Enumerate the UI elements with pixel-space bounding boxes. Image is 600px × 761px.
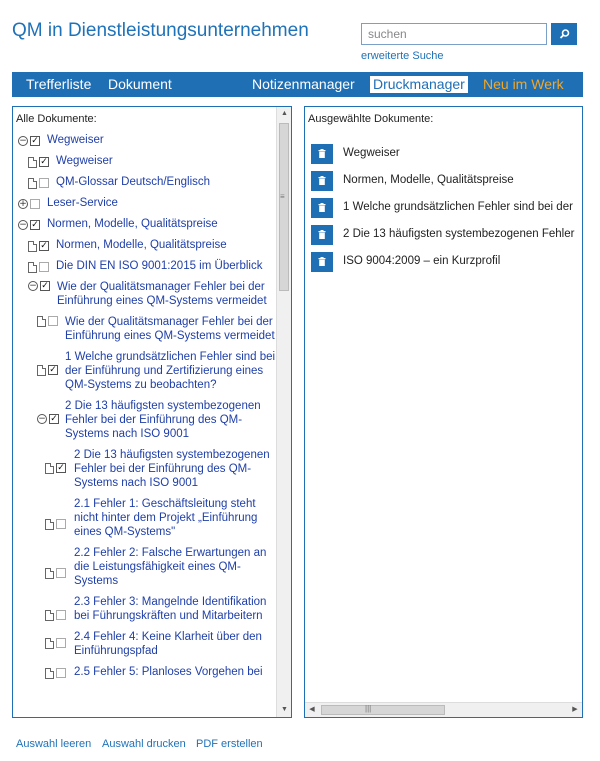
collapse-toggle-icon[interactable]: − (19, 220, 27, 230)
app-title: QM in Dienstleistungsunternehmen (12, 20, 309, 41)
remove-button[interactable] (311, 198, 333, 218)
document-icon (45, 668, 54, 679)
checkbox[interactable] (56, 519, 66, 529)
selected-documents-list (311, 144, 583, 279)
tree-row (13, 399, 277, 441)
document-icon (45, 463, 54, 474)
expand-toggle-icon[interactable]: + (19, 199, 27, 209)
tab-results[interactable]: Trefferliste (26, 76, 92, 92)
checkbox[interactable]: ✓ (31, 136, 39, 146)
tree-row (13, 259, 277, 273)
selected-document-label: 1 Welche grundsätzlichen Fehler sind bei der (343, 201, 573, 213)
tree-row (13, 665, 277, 679)
scroll-down-icon[interactable]: ▼ (281, 706, 288, 713)
trash-icon (311, 171, 333, 191)
tree-item-label[interactable]: 2.3 Fehler 3: Mangelnde Identifikation bei Führungskräften und Mitarbeitern (74, 596, 267, 622)
tree-row (13, 595, 277, 623)
scrollbar-thumb[interactable] (321, 705, 445, 715)
remove-button[interactable] (311, 171, 333, 191)
tree-item-label[interactable]: 2.5 Fehler 5: Planloses Vorgehen bei (74, 666, 263, 678)
tree-item-label[interactable]: Wie der Qualitätsmanager Fehler bei der Einführung eines QM-Systems vermeidet (57, 281, 267, 307)
document-icon (37, 365, 46, 376)
tree-row (13, 448, 277, 490)
tree-item-label[interactable]: Normen, Modelle, Qualitätspreise (47, 218, 218, 230)
document-icon (45, 519, 54, 530)
selected-document-label: ISO 9004:2009 – ein Kurzprofil (343, 255, 501, 267)
document-tree (13, 133, 277, 686)
collapse-toggle-icon[interactable]: − (19, 136, 27, 146)
checkbox[interactable] (39, 178, 49, 188)
tab-print-manager[interactable]: Druckmanager (370, 76, 468, 93)
document-icon (45, 610, 54, 621)
tree-row (13, 546, 277, 588)
tree-item-label[interactable]: 1 Welche grundsätzlichen Fehler sind bei der Einführung und Zertifizierung eines QM-Systems zu beobachten? (65, 351, 276, 391)
checkbox[interactable]: ✓ (31, 220, 39, 230)
advanced-search-link[interactable]: erweiterte Suche (361, 50, 444, 62)
search-input[interactable] (361, 23, 547, 45)
tree-row (13, 238, 277, 252)
document-icon (28, 241, 37, 252)
all-documents-heading: Alle Dokumente: (16, 113, 97, 125)
tree-row (13, 497, 277, 539)
checkbox[interactable] (56, 638, 66, 648)
document-icon (37, 316, 46, 327)
trash-icon (311, 225, 333, 245)
tab-notes[interactable]: Notizenmanager (252, 76, 355, 92)
tree-item-label[interactable]: Wegweiser (56, 155, 113, 167)
tree-item-label[interactable]: Normen, Modelle, Qualitätspreise (56, 239, 227, 251)
list-item (311, 144, 583, 164)
remove-button[interactable] (311, 225, 333, 245)
tree-row (13, 315, 277, 343)
scroll-right-icon[interactable]: ▶ (572, 706, 578, 713)
list-item (311, 252, 583, 272)
list-item (311, 225, 583, 245)
tree-row (13, 630, 277, 658)
selected-document-label: Wegweiser (343, 147, 400, 159)
document-icon (45, 568, 54, 579)
create-pdf-link[interactable]: PDF erstellen (196, 738, 263, 750)
all-documents-panel (12, 106, 292, 718)
tree-item-label[interactable]: 2 Die 13 häufigsten systembezogenen Fehler bei der Einführung des QM-Systems nach ISO 9001 (74, 449, 270, 489)
tree-row (13, 196, 277, 210)
selected-documents-heading: Ausgewählte Dokumente: (308, 113, 434, 125)
tree-item-label[interactable]: Wegweiser (47, 134, 104, 146)
document-icon (28, 178, 37, 189)
tree-row (13, 350, 277, 392)
tree-row (13, 133, 277, 147)
checkbox[interactable]: ✓ (57, 463, 65, 473)
vertical-scrollbar[interactable] (276, 107, 291, 717)
checkbox[interactable]: ✓ (41, 281, 49, 291)
checkbox[interactable] (48, 316, 58, 326)
document-icon (45, 638, 54, 649)
tree-item-label[interactable]: Die DIN EN ISO 9001:2015 im Überblick (56, 260, 263, 272)
tab-new[interactable]: Neu im Werk (483, 76, 564, 92)
tree-item-label[interactable]: 2 Die 13 häufigsten systembezogenen Fehler bei der Einführung des QM-Systems nach ISO 9001 (65, 400, 261, 440)
checkbox[interactable]: ✓ (49, 365, 57, 375)
list-item (311, 171, 583, 191)
tree-row (13, 154, 277, 168)
scroll-up-icon[interactable]: ▲ (281, 110, 288, 117)
search-icon (551, 23, 577, 45)
remove-button[interactable] (311, 144, 333, 164)
tree-item-label[interactable]: 2.2 Fehler 2: Falsche Erwartungen an die Leistungsfähigkeit eines QM-Systems (74, 547, 267, 587)
trash-icon (311, 144, 333, 164)
horizontal-scrollbar[interactable] (305, 702, 582, 717)
grip-icon: ||| (365, 704, 372, 713)
checkbox[interactable] (30, 199, 40, 209)
clear-selection-link[interactable]: Auswahl leeren (16, 738, 92, 750)
document-icon (28, 157, 37, 168)
trash-icon (311, 252, 333, 272)
checkbox[interactable] (39, 262, 49, 272)
tree-row (13, 175, 277, 189)
list-item (311, 198, 583, 218)
scroll-left-icon[interactable]: ◀ (309, 706, 315, 713)
trash-icon (311, 198, 333, 218)
tree-row (13, 217, 277, 231)
search-button[interactable] (551, 23, 577, 45)
document-icon (28, 262, 37, 273)
scrollbar-thumb[interactable] (279, 123, 289, 291)
remove-button[interactable] (311, 252, 333, 272)
tree-item-label[interactable]: 2.1 Fehler 1: Geschäftsleitung steht nicht hinter dem Projekt „Einführung eines QM-Systems" (74, 498, 258, 538)
selected-document-label: Normen, Modelle, Qualitätspreise (343, 174, 514, 186)
collapse-toggle-icon[interactable]: − (38, 414, 46, 424)
checkbox[interactable] (56, 668, 66, 678)
checkbox[interactable]: ✓ (40, 157, 48, 167)
checkbox[interactable]: ✓ (40, 241, 48, 251)
checkbox[interactable] (56, 568, 66, 578)
checkbox[interactable]: ✓ (50, 414, 58, 424)
checkbox[interactable] (56, 610, 66, 620)
main-nav (12, 72, 583, 97)
tree-item-label[interactable]: Wie der Qualitätsmanager Fehler bei der Einführung eines QM-Systems vermeidet (65, 316, 275, 342)
grip-icon: ≡ (280, 192, 285, 201)
print-selection-link[interactable]: Auswahl drucken (102, 738, 186, 750)
selected-documents-panel (304, 106, 583, 718)
tab-document[interactable]: Dokument (108, 76, 172, 92)
collapse-toggle-icon[interactable]: − (29, 281, 37, 291)
tree-item-label[interactable]: Leser-Service (47, 197, 118, 209)
selected-document-label: 2 Die 13 häufigsten systembezogenen Fehler (343, 228, 575, 240)
tree-item-label[interactable]: QM-Glossar Deutsch/Englisch (56, 176, 211, 188)
tree-item-label[interactable]: 2.4 Fehler 4: Keine Klarheit über den Einführungspfad (74, 631, 262, 657)
tree-row (13, 280, 277, 308)
